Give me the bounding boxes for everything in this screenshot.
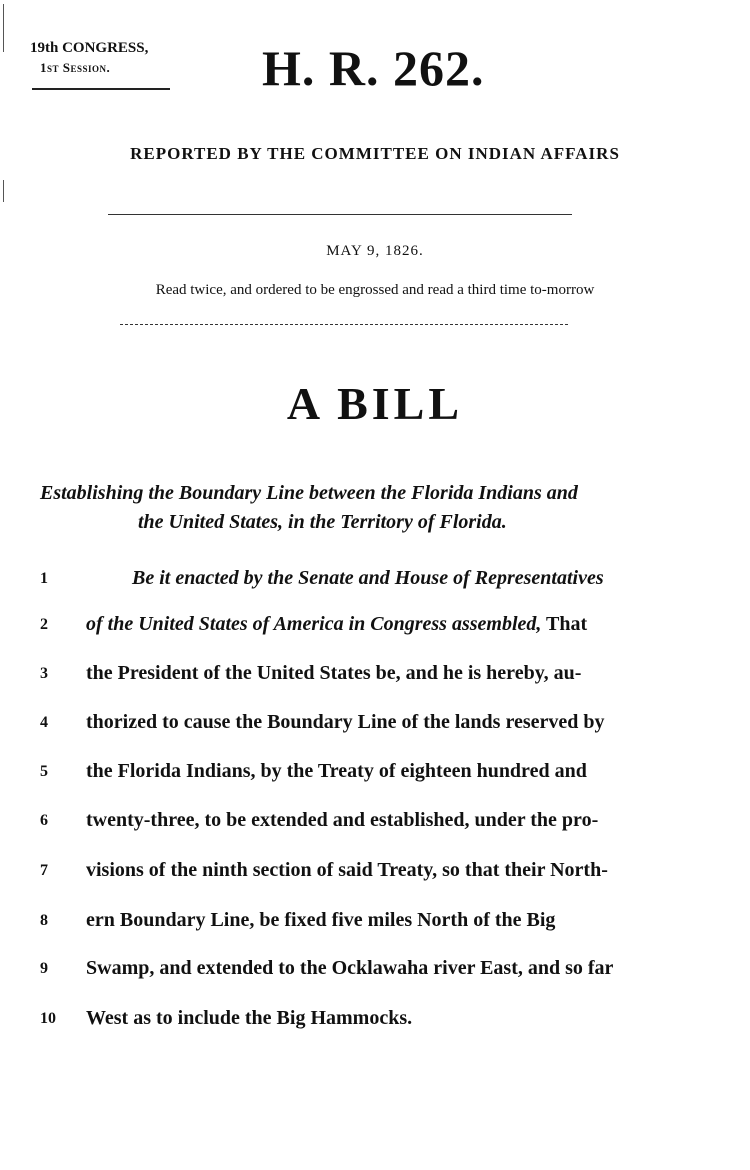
body-line: the Florida Indians, by the Treaty of eighteen hundred and [86,760,587,782]
scan-edge-mark [3,180,4,202]
line-number: 1 [40,570,48,587]
line-number: 5 [40,763,48,780]
body-line: thorized to cause the Boundary Line of the lands reserved by [86,711,605,733]
body-line: twenty-three, to be extended and established, under the pro- [86,809,599,831]
bill-heading: A BILL [286,378,464,429]
body-line: ern Boundary Line, be fixed five miles North of the Big [86,909,556,931]
body-line: the President of the United States be, and he is hereby, au- [86,662,582,684]
body-line: visions of the ninth section of said Treaty, so that their North- [86,859,608,881]
reading-note: Read twice, and ordered to be engrossed and read a third time to-morrow [155,282,595,298]
divider-rule [120,324,568,325]
congress-label: 19th CONGRESS, [30,40,149,56]
line-number: 6 [40,812,48,829]
enacting-clause: of the United States of America in Congress assembled, [86,613,542,635]
bill-title-line: Establishing the Boundary Line between the Florida Indians and [40,482,578,504]
body-line: Swamp, and extended to the Ocklawaha river East, and so far [86,957,614,979]
line-number: 3 [40,665,48,682]
body-line [86,612,706,636]
line-number: 10 [40,1010,56,1027]
body-line-tail: That [541,613,588,635]
line-number: 4 [40,714,48,731]
line-number: 2 [40,616,48,633]
body-line: West as to include the Big Hammocks. [86,1007,413,1029]
committee-line: REPORTED BY THE COMMITTEE ON INDIAN AFFAIRS [130,144,620,163]
session-label: 1st Session. [40,60,111,75]
divider-rule [108,214,572,215]
line-number: 8 [40,912,48,929]
bill-number: H. R. 262. [262,40,485,96]
bill-title-line: the United States, in the Territory of Florida. [138,511,507,533]
header-rule [32,88,170,90]
body-line: Be it enacted by the Senate and House of Representatives [132,567,604,589]
line-number: 9 [40,960,48,977]
scan-edge-mark [3,4,4,52]
line-number: 7 [40,862,48,879]
report-date: MAY 9, 1826. [326,243,424,259]
